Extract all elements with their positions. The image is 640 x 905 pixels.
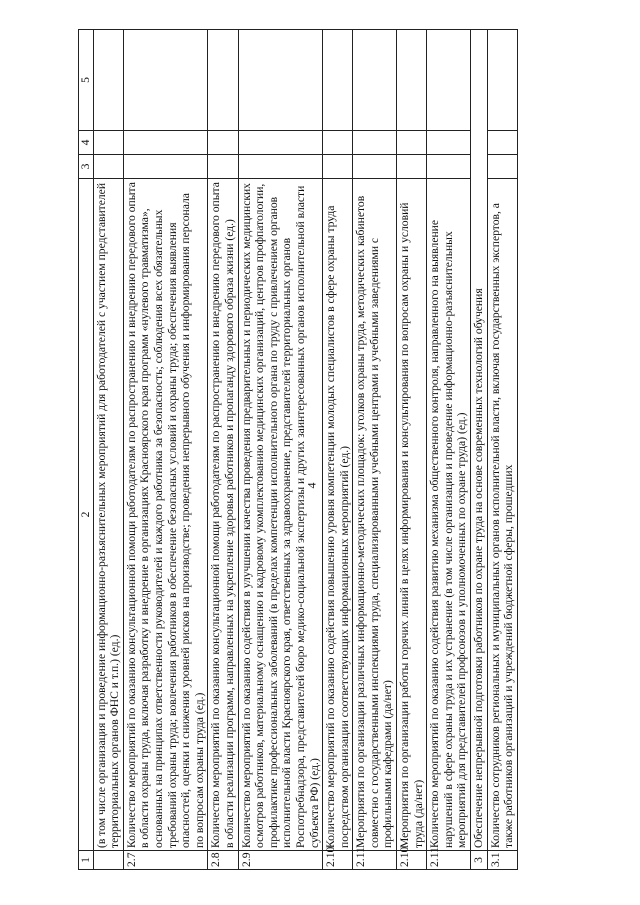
row-number: 2.7 bbox=[123, 851, 208, 870]
row-cell-5 bbox=[427, 30, 471, 131]
table-row bbox=[487, 30, 517, 870]
row-number: 2.11 bbox=[353, 851, 397, 870]
row-cell-4 bbox=[208, 131, 238, 155]
row-cell-3 bbox=[208, 155, 238, 179]
row-number: 2.8 bbox=[208, 851, 238, 870]
row-cell-4 bbox=[353, 131, 397, 155]
table-row bbox=[471, 30, 488, 870]
row-cell-4 bbox=[397, 131, 427, 155]
table-row bbox=[323, 30, 353, 870]
row-cell-5 bbox=[397, 30, 427, 131]
row-text: Количество мероприятий по оказанию содействия развитию механизма общественного контроля, направленного на выявление нарушений в сфере охраны труда и их устранение (в том числе организация и проведение информационно-разъяснительных мероприятий для представителей профсоюзов и уполномоченных по охране труда) (ед.) bbox=[427, 179, 471, 851]
row-text: Количество сотрудников региональных и муниципальных органов исполнительной власти, включая государственных экспертов, а также работников организаций и учреждений бюджетной сферы, прошедших bbox=[487, 179, 517, 851]
row-number: 3.1 bbox=[487, 851, 517, 870]
row-text: Количество мероприятий по оказанию консультационной помощи работодателям по распространению и внедрению передового опыта в области охраны труда, включая разработку и внедрение в организациях Красноярского края программ «нулевого травматизма», основанных на принципах ответственности руководителей и каждого работника за безопасность; соблюдения всех обязательных требований охраны труда; вовлечения работников в обеспечение безопасных условий и охраны труда; обеспечения выявления опасностей, оценки и снижения уровней рисков на производстве; проведения непрерывного обучения и информирования персонала по вопросам охраны труда (ед.) bbox=[123, 179, 208, 851]
row-number bbox=[93, 851, 123, 870]
row-cell-3 bbox=[353, 155, 397, 179]
header-col-4: 4 bbox=[79, 131, 94, 155]
row-cell-4 bbox=[323, 131, 353, 155]
row-cell-5 bbox=[238, 30, 323, 131]
row-cell-4 bbox=[427, 131, 471, 155]
document-table-container bbox=[78, 30, 568, 870]
header-col-1: 1 bbox=[79, 851, 94, 870]
row-text: (в том числе организация и проведение информационно-разъяснительных мероприятий для работодателей с участием представителей территориальных органов ФНС и т.п.) (ед.) bbox=[93, 179, 123, 851]
table-row bbox=[238, 30, 323, 870]
measures-table bbox=[78, 29, 518, 870]
row-cell-4 bbox=[487, 131, 517, 155]
table-row bbox=[208, 30, 238, 870]
row-cell-3 bbox=[487, 155, 517, 179]
row-cell-4 bbox=[238, 131, 323, 155]
row-cell-3 bbox=[323, 155, 353, 179]
row-cell-5 bbox=[353, 30, 397, 131]
row-cell-5 bbox=[487, 30, 517, 131]
row-text: Количество мероприятий по оказанию содействия в улучшении качества проведения предварительных и периодических медицинских осмотров работников, материальному оснащению и кадровому укомплектованию медицинских организаций, центров профпатологии, профилактике профессиональных заболеваний (в пределах компетенции исполнительного органа по труду с привлечением органов исполнительной власти Красноярского края, ответственных за здравоохранение, представителей территориальных органов Роспотребнадзора, представителей бюро медико-социальной экспертизы и других заинтересованных органов исполнительной власти субъекта РФ) (ед.) bbox=[238, 179, 323, 851]
row-cell-3 bbox=[93, 155, 123, 179]
table-row bbox=[397, 30, 427, 870]
row-text: Мероприятия по организации работы горячих линий в целях информирования и консультирования по вопросам охраны и условий труда (да/нет) bbox=[397, 179, 427, 851]
row-text: Количество мероприятий по оказанию содействия повышению уровня компетенции молодых специалистов в сфере охраны труда посредством организации соответствующих информационных мероприятий (ед.) bbox=[323, 179, 353, 851]
row-number: 3 bbox=[471, 851, 488, 870]
header-col-2: 2 bbox=[79, 179, 94, 851]
table-row bbox=[123, 30, 208, 870]
page-number: 4 bbox=[304, 482, 319, 489]
row-cell-5 bbox=[123, 30, 208, 131]
row-cell-3 bbox=[238, 155, 323, 179]
row-cell-4 bbox=[93, 131, 123, 155]
row-cell-4 bbox=[123, 131, 208, 155]
table-row bbox=[93, 30, 123, 870]
row-text: Количество мероприятий по оказанию консультационной помощи работодателям по распространению и внедрению передового опыта в области реализации программ, направленных на укрепление здоровья работников и пропаганду здорового образа жизни (ед.) bbox=[208, 179, 238, 851]
row-cell-5 bbox=[208, 30, 238, 131]
header-col-5: 5 bbox=[79, 30, 94, 131]
row-number: 2.10 bbox=[323, 851, 353, 870]
row-cell-5 bbox=[323, 30, 353, 131]
section-heading: Обеспечение непрерывной подготовки работников по охране труда на основе современных технологий обучения bbox=[471, 30, 488, 851]
table-row bbox=[427, 30, 471, 870]
row-cell-3 bbox=[123, 155, 208, 179]
row-number: 2.10 bbox=[397, 851, 427, 870]
table-header-row bbox=[79, 30, 94, 870]
row-cell-3 bbox=[427, 155, 471, 179]
table-row bbox=[353, 30, 397, 870]
row-cell-3 bbox=[397, 155, 427, 179]
row-number: 2.11 bbox=[427, 851, 471, 870]
row-text: Мероприятия по организации различных информационно-методических площадок: уголков охраны труда, методических кабинетов совместно с государственными инспекциями труда, специализированными учебными центрами и учебными заведениями с профильными кафедрами (да/нет) bbox=[353, 179, 397, 851]
header-col-3: 3 bbox=[79, 155, 94, 179]
row-number: 2.9 bbox=[238, 851, 323, 870]
row-cell-5 bbox=[93, 30, 123, 131]
